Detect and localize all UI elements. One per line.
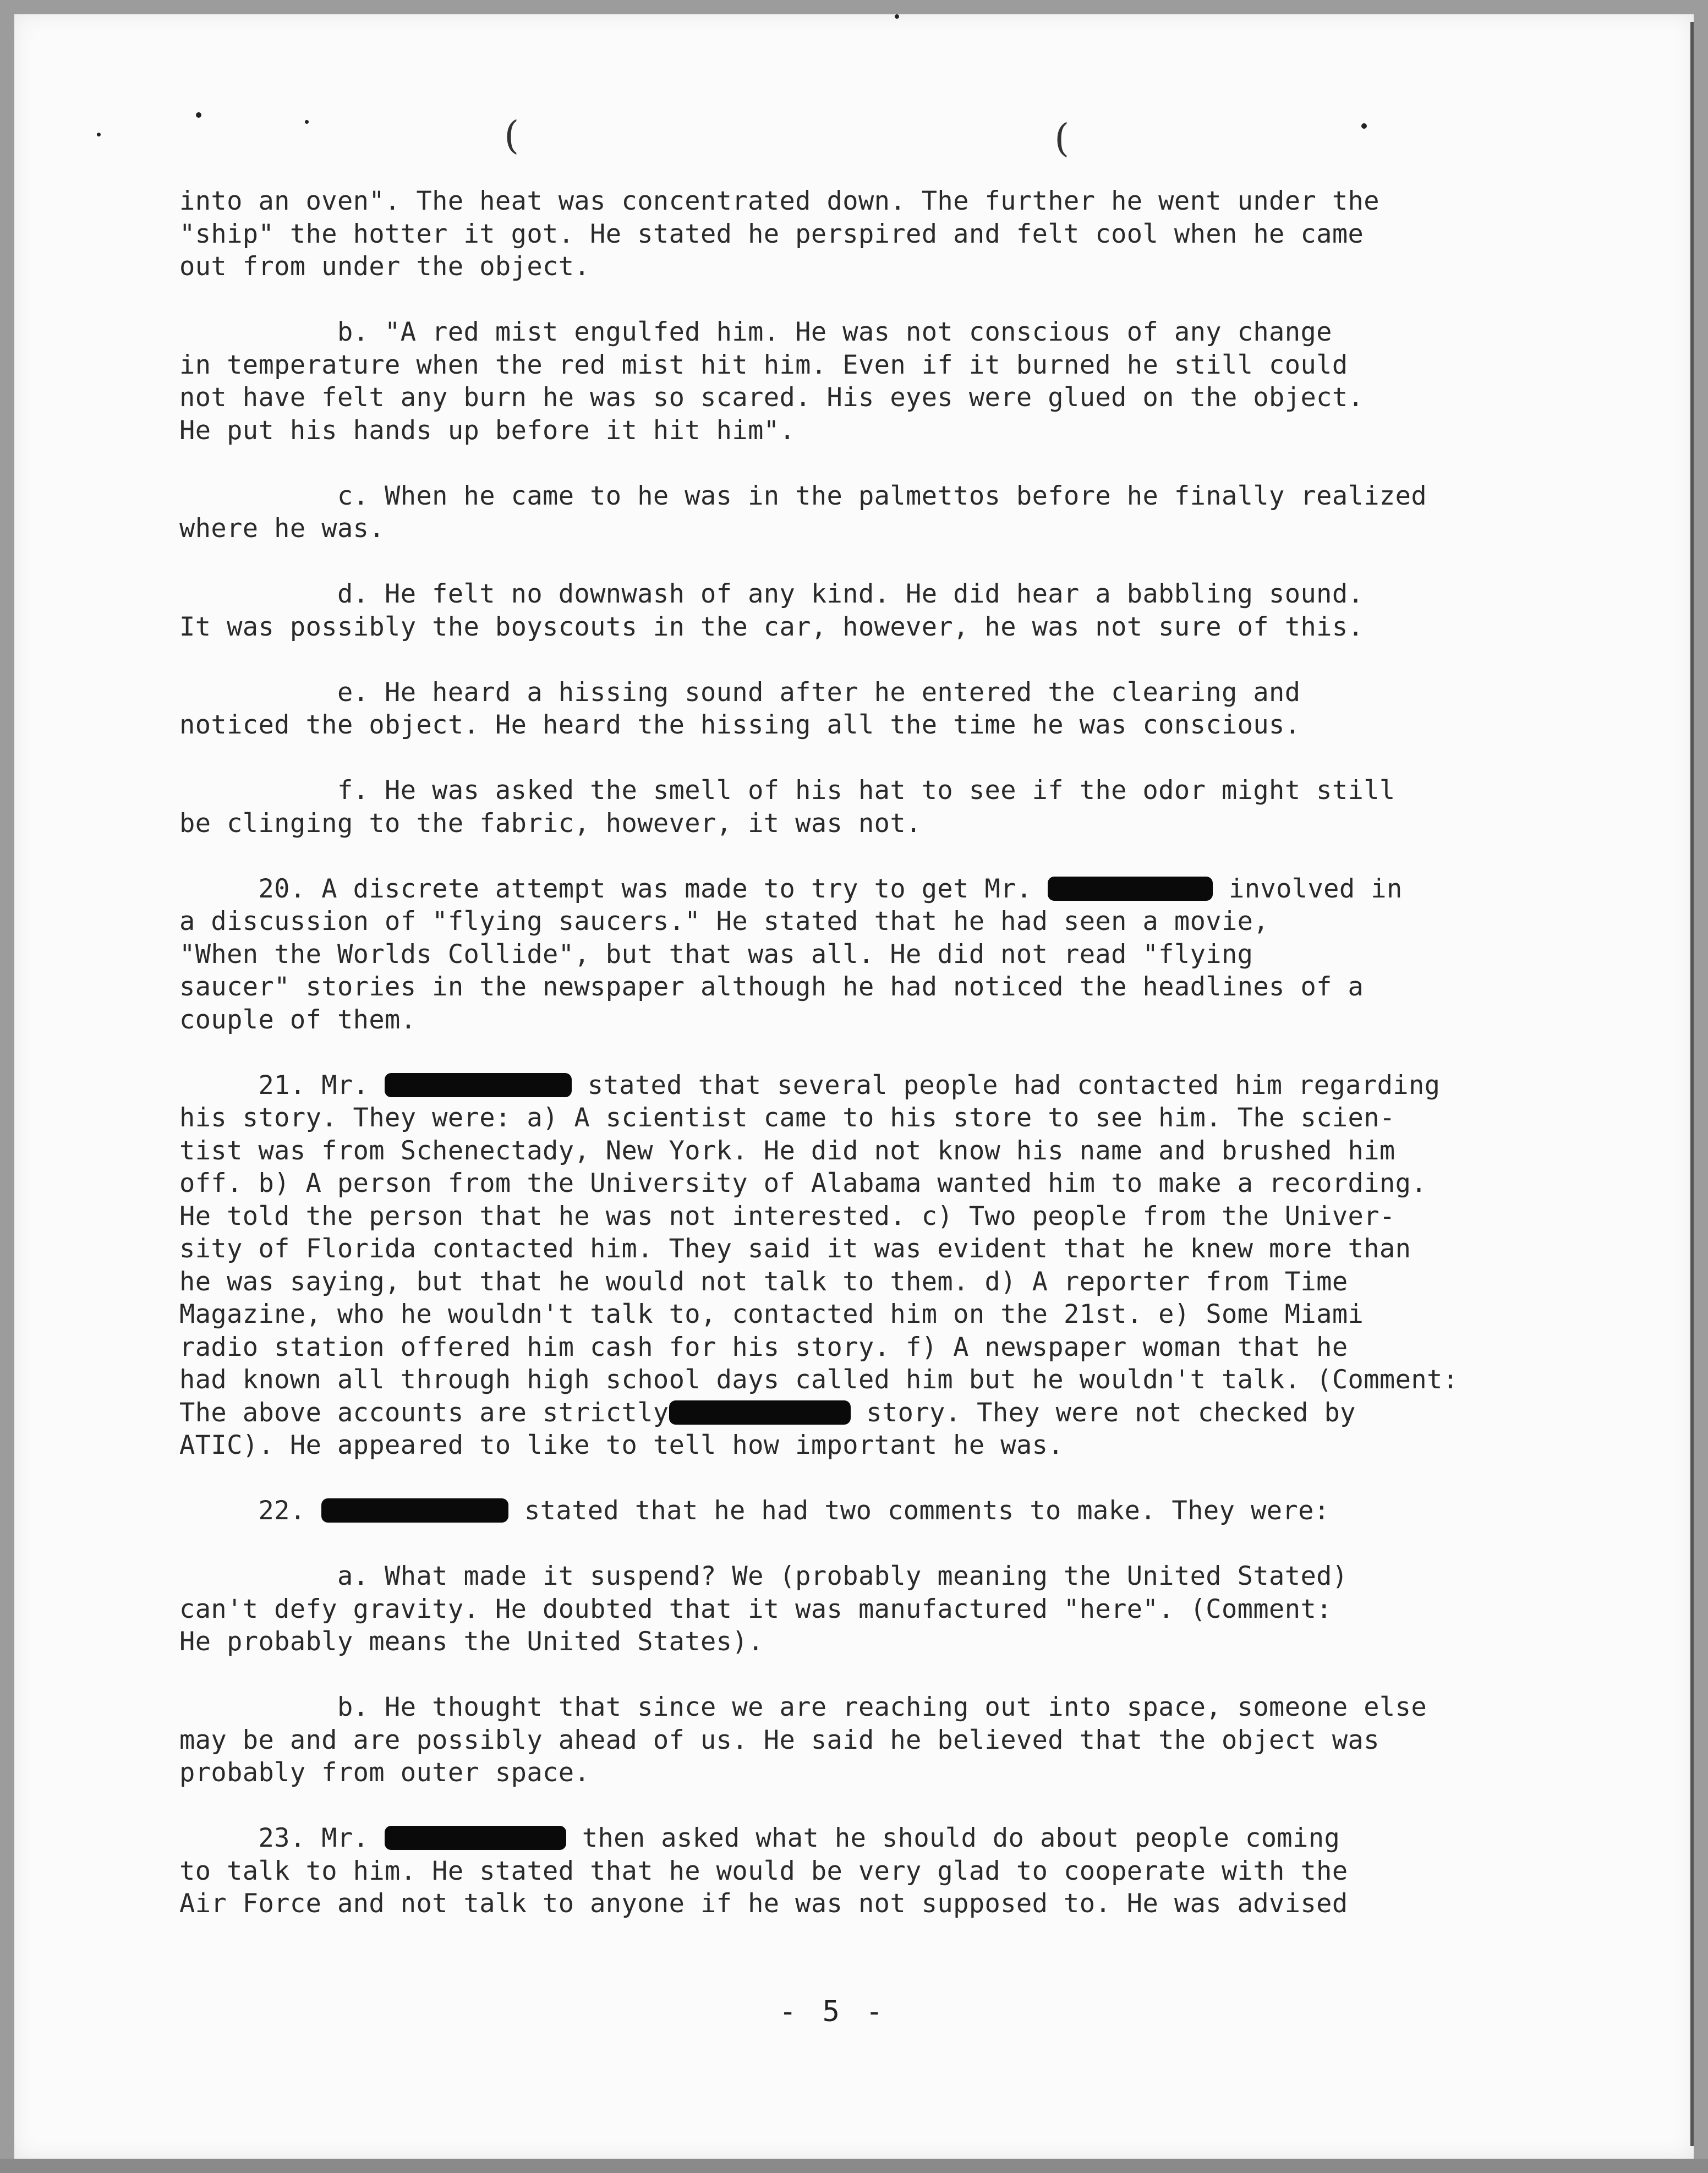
text-line: into an oven". The heat was concentrated down. The further he went under the xyxy=(179,186,1379,216)
paren-mark: ( xyxy=(1054,116,1070,161)
scan-border xyxy=(0,2159,1708,2173)
text-line: saucer" stories in the newspaper although he had noticed the headlines of a xyxy=(179,972,1364,1002)
text-line: f. He was asked the smell of his hat to see if the odor might still xyxy=(179,775,1395,806)
text-line: may be and are possibly ahead of us. He said he believed that the object was xyxy=(179,1725,1379,1755)
speck xyxy=(895,14,899,19)
paren-mark: ( xyxy=(504,113,519,158)
body-text xyxy=(179,185,1533,1920)
text-line: 22. stated that he had two comments to make. They were: xyxy=(179,1496,1330,1526)
text-line: b. He thought that since we are reaching out into space, someone else xyxy=(179,1692,1427,1722)
speck xyxy=(196,112,201,118)
text-line: where he was. xyxy=(179,513,385,544)
speck xyxy=(1361,123,1367,129)
text-line: He put his hands up before it hit him". xyxy=(179,415,796,446)
speck xyxy=(305,120,309,124)
document-page xyxy=(14,14,1694,2159)
text-line: can't defy gravity. He doubted that it was manufactured "here". (Comment: xyxy=(179,1594,1332,1624)
page-number: - 5 - xyxy=(779,1995,888,2028)
text-line: c. When he came to he was in the palmettos before he finally realized xyxy=(179,480,1427,511)
redaction-bar xyxy=(669,1400,851,1425)
text-line: be clinging to the fabric, however, it was not. xyxy=(179,808,922,839)
text-line: tist was from Schenectady, New York. He did not know his name and brushed him xyxy=(179,1135,1395,1166)
redaction-bar xyxy=(385,1073,572,1097)
redaction-bar xyxy=(1048,877,1213,901)
text-line: he was saying, but that he would not talk to them. d) A reporter from Time xyxy=(179,1266,1348,1297)
text-line: He probably means the United States). xyxy=(179,1627,764,1657)
text-line: "When the Worlds Collide", but that was all. He did not read "flying xyxy=(179,939,1253,970)
text-line: The above accounts are strictly story. They were not checked by xyxy=(179,1397,1356,1428)
text-line: He told the person that he was not interested. c) Two people from the Univer- xyxy=(179,1201,1395,1231)
text-line: "ship" the hotter it got. He stated he perspired and felt cool when he came xyxy=(179,218,1364,249)
text-line: his story. They were: a) A scientist came to his store to see him. The scien- xyxy=(179,1103,1395,1133)
text-line: a discussion of "flying saucers." He stated that he had seen a movie, xyxy=(179,906,1269,937)
text-line: noticed the object. He heard the hissing all the time he was conscious. xyxy=(179,710,1301,740)
text-line: ATIC). He appeared to like to tell how important he was. xyxy=(179,1430,1064,1460)
text-line: off. b) A person from the University of Alabama wanted him to make a recording. xyxy=(179,1168,1427,1198)
text-line: radio station offered him cash for his story. f) A newspaper woman that he xyxy=(179,1332,1348,1362)
text-line: 23. Mr. then asked what he should do about people coming xyxy=(179,1823,1340,1853)
text-line: a. What made it suspend? We (probably meaning the United Stated) xyxy=(179,1561,1348,1591)
redaction-bar xyxy=(385,1826,566,1850)
redaction-bar xyxy=(321,1498,508,1523)
text-line: b. "A red mist engulfed him. He was not conscious of any change xyxy=(179,317,1332,347)
text-line: not have felt any burn he was so scared. His eyes were glued on the object. xyxy=(179,382,1364,413)
text-line: out from under the object. xyxy=(179,251,590,282)
text-line: e. He heard a hissing sound after he entered the clearing and xyxy=(179,677,1301,708)
text-line: to talk to him. He stated that he would be very glad to cooperate with the xyxy=(179,1855,1348,1886)
text-line: Air Force and not talk to anyone if he was not supposed to. He was advised xyxy=(179,1889,1348,1919)
page-edge-shadow xyxy=(1690,22,1694,2146)
speck xyxy=(97,133,101,136)
text-line: probably from outer space. xyxy=(179,1758,590,1788)
text-line: 21. Mr. stated that several people had contacted him regarding xyxy=(179,1070,1441,1101)
text-line: Magazine, who he wouldn't talk to, contacted him on the 21st. e) Some Miami xyxy=(179,1299,1364,1329)
text-line: had known all through high school days called him but he wouldn't talk. (Comment: xyxy=(179,1365,1459,1395)
text-line: in temperature when the red mist hit him. Even if it burned he still could xyxy=(179,349,1348,380)
text-line: It was possibly the boyscouts in the car, however, he was not sure of this. xyxy=(179,611,1364,642)
text-line: sity of Florida contacted him. They said it was evident that he knew more than xyxy=(179,1234,1411,1264)
text-line: couple of them. xyxy=(179,1004,417,1035)
text-line: d. He felt no downwash of any kind. He did hear a babbling sound. xyxy=(179,579,1364,609)
text-line: 20. A discrete attempt was made to try to get Mr. involved in xyxy=(179,873,1403,904)
